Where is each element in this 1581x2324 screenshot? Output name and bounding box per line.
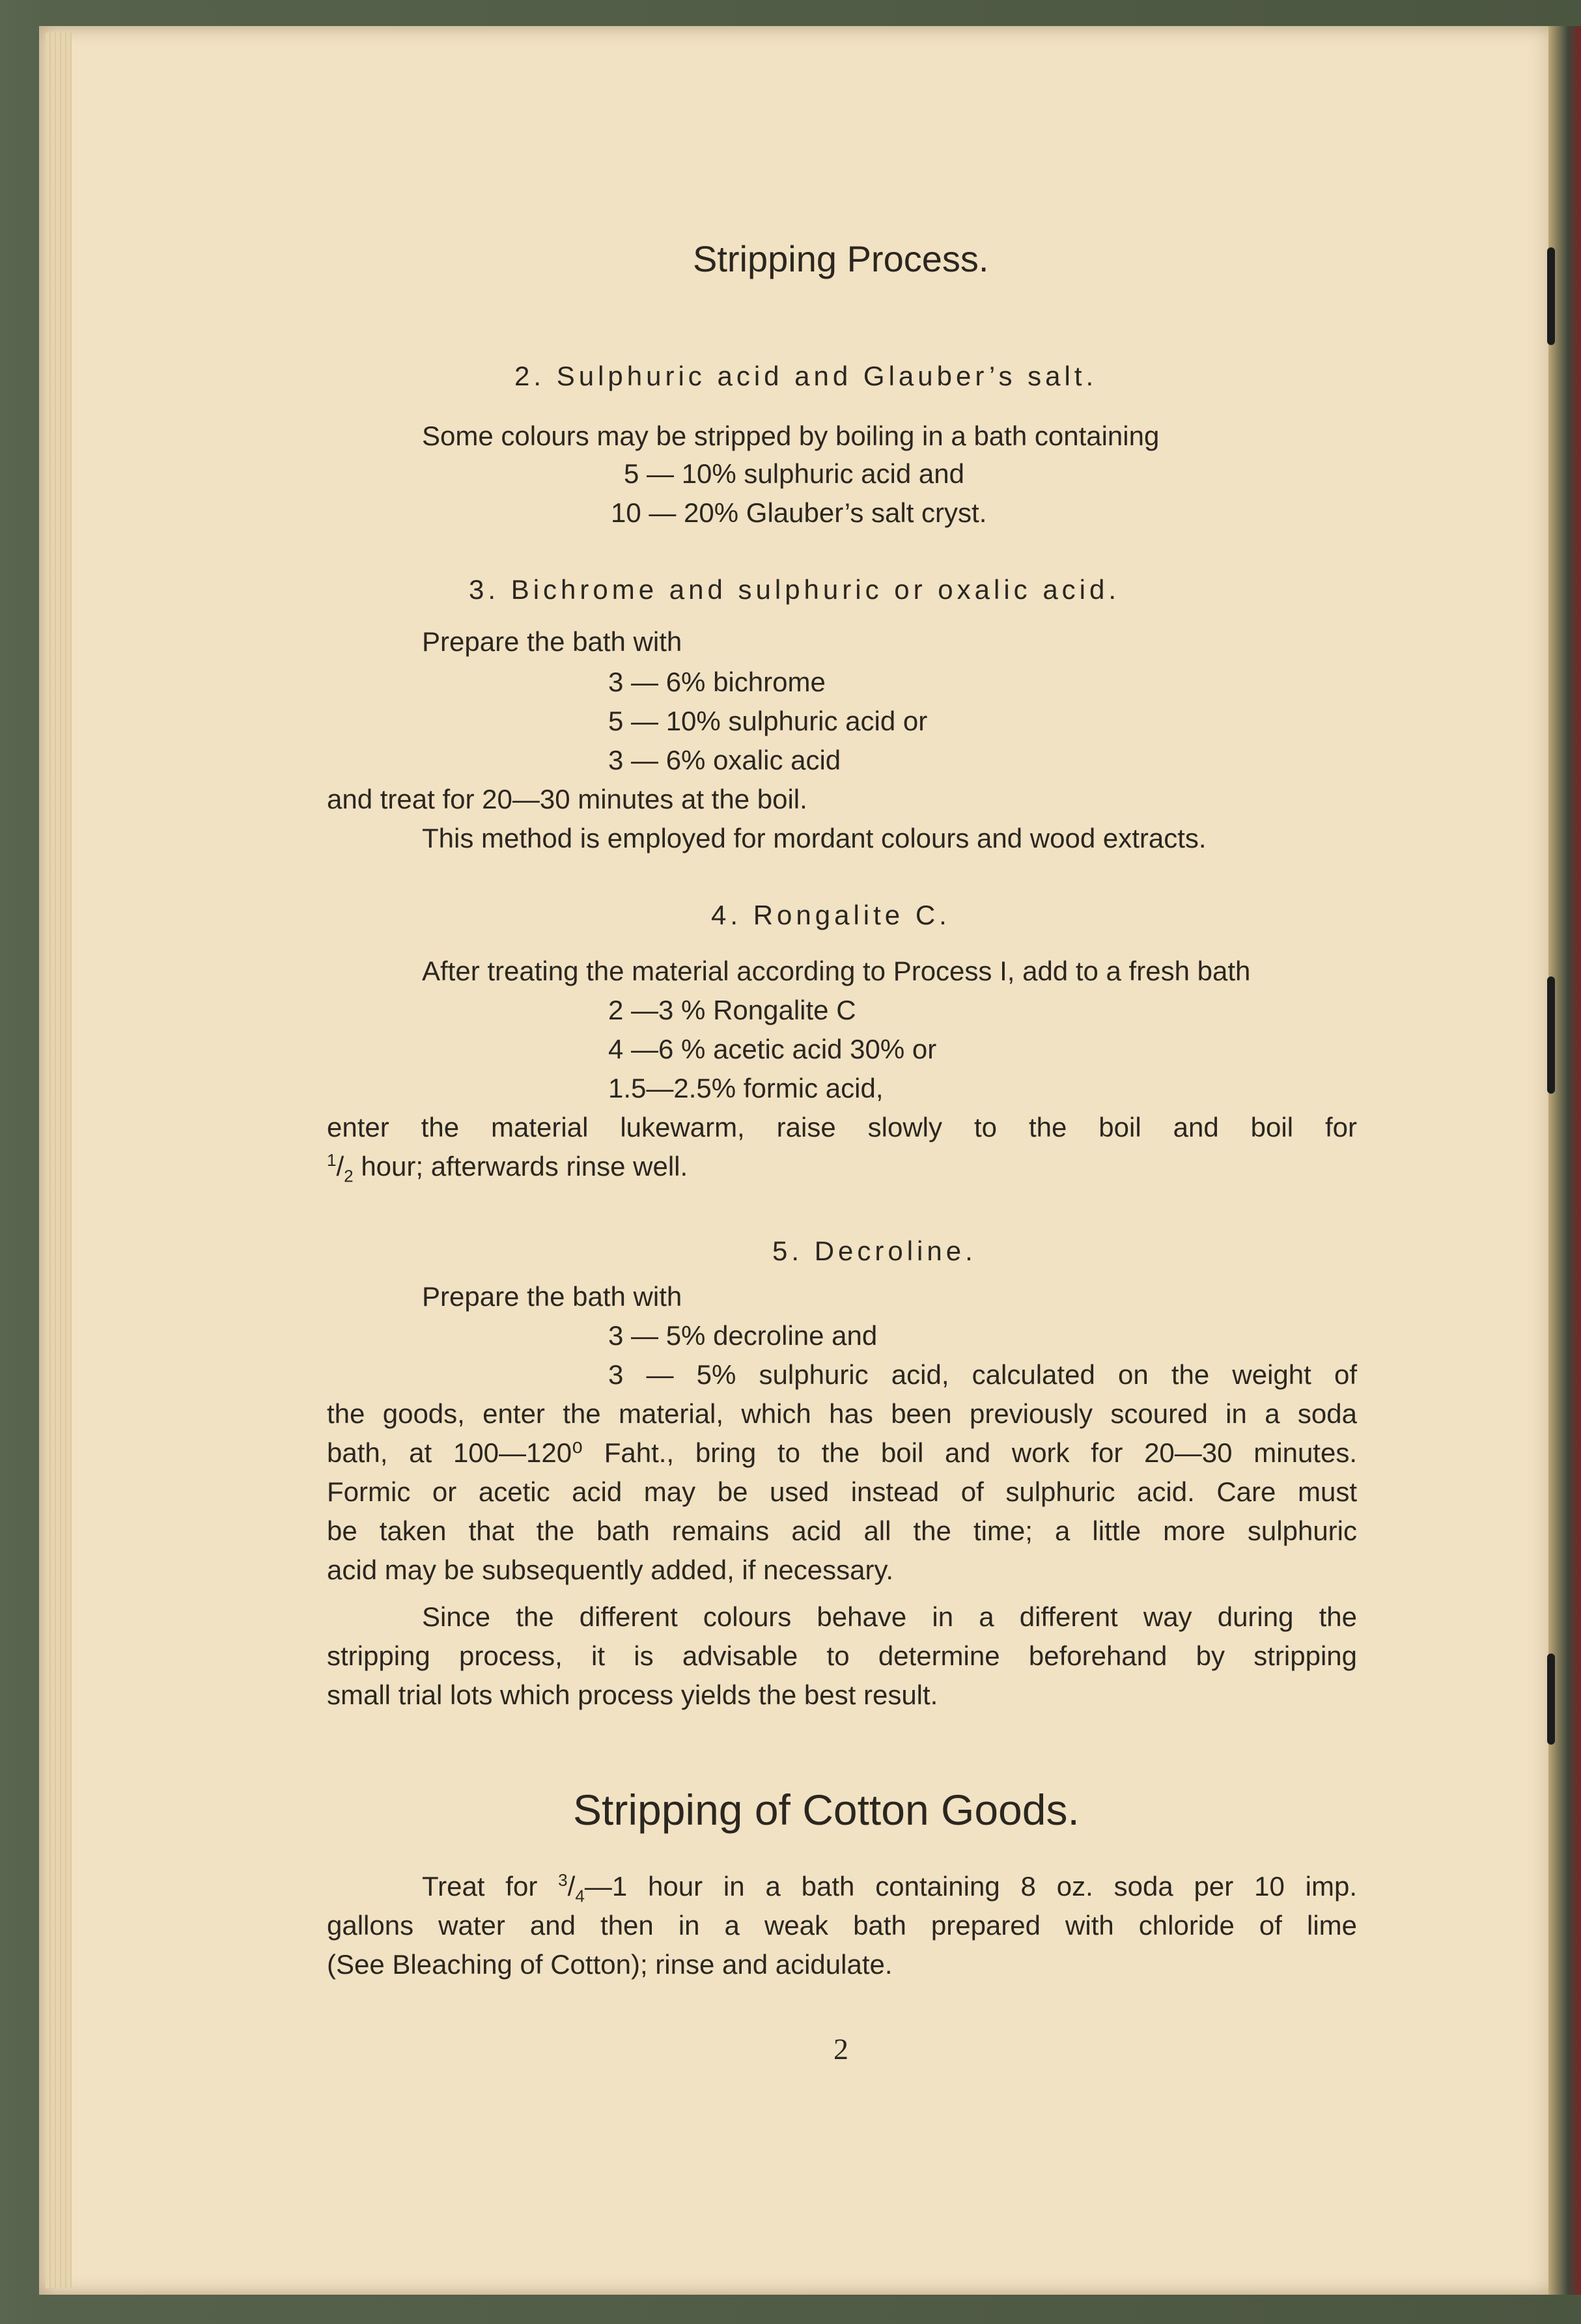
section-3-title: 3. Bichrome and sulphuric or oxalic acid. bbox=[469, 574, 1121, 605]
section-5-recipe-1: 3 — 5% decroline and bbox=[608, 1320, 878, 1351]
page-title: Stripping Process. bbox=[693, 238, 989, 279]
section-5-summary-line-1: Since the different colours behave in a different way during the bbox=[422, 1601, 1357, 1632]
section-2-recipe-2: 10 — 20% Glauber’s salt cryst. bbox=[611, 497, 987, 528]
section-4-title: 4. Rongalite C. bbox=[711, 900, 951, 930]
section-4-paragraph-line-2: $^1/_2$ hour; afterwards rinse well. bbox=[327, 1150, 688, 1186]
section-5-summary-line-3: small trial lots which process yields the best result. bbox=[327, 1680, 938, 1710]
section-4-recipe-3: 1.5—2.5% formic acid, bbox=[608, 1073, 884, 1103]
fraction-denominator: 2 bbox=[344, 1166, 354, 1186]
section-4-intro: After treating the material according to Process I, add to a fresh bath bbox=[422, 956, 1251, 986]
fraction-numerator: 1 bbox=[327, 1150, 337, 1170]
section-2-intro: Some colours may be stripped by boiling in a bath containing bbox=[422, 421, 1160, 451]
section-3-after: and treat for 20—30 minutes at the boil. bbox=[327, 784, 807, 814]
section-5-paragraph-line-3: Formic or acetic acid may be used instead of sulphuric acid. Care must bbox=[327, 1476, 1357, 1507]
section-5-paragraph-line-1: the goods, enter the material, which has been previously scoured in a soda bbox=[327, 1398, 1357, 1429]
cotton-paragraph-line-1 bbox=[422, 1870, 1357, 1906]
section-4-recipe-1: 2 —3 % Rongalite C bbox=[608, 995, 856, 1025]
cotton-paragraph-line-2: gallons water and then in a weak bath prepared with chloride of lime bbox=[327, 1910, 1357, 1941]
page-number: 2 bbox=[833, 2032, 848, 2066]
section-3-recipe-1: 3 — 6% bichrome bbox=[608, 667, 826, 697]
section-5-paragraph-line-5: acid may be subsequently added, if necessary. bbox=[327, 1555, 894, 1585]
section-5-recipe-2: 3 — 5% sulphuric acid, calculated on the weight of bbox=[608, 1359, 1357, 1390]
section-5-summary-line-2: stripping process, it is advisable to determine beforehand by stripping bbox=[327, 1640, 1357, 1671]
section-5-intro: Prepare the bath with bbox=[422, 1281, 682, 1312]
cotton-section-title: Stripping of Cotton Goods. bbox=[573, 1786, 1080, 1834]
cotton-paragraph-line-3: (See Bleaching of Cotton); rinse and acidulate. bbox=[327, 1949, 893, 1980]
section-3-recipe-3: 3 — 6% oxalic acid bbox=[608, 745, 841, 775]
section-2-recipe-1: 5 — 10% sulphuric acid and bbox=[624, 458, 964, 489]
section-5-paragraph-line-2: bath, at 100—120⁰ Faht., bring to the boil and work for 20—30 minutes. bbox=[327, 1437, 1357, 1468]
section-4-recipe-2: 4 —6 % acetic acid 30% or bbox=[608, 1034, 937, 1064]
section-3-note: This method is employed for mordant colours and wood extracts. bbox=[422, 823, 1207, 853]
section-3-recipe-2: 5 — 10% sulphuric acid or bbox=[608, 706, 928, 736]
cotton-line-1-pre: Treat for bbox=[422, 1871, 538, 1902]
section-5-paragraph-line-4: be taken that the bath remains acid all the time; a little more sulphuric bbox=[327, 1515, 1357, 1546]
fraction-numerator: 3 bbox=[558, 1870, 568, 1890]
section-3-intro: Prepare the bath with bbox=[422, 626, 682, 657]
section-4-paragraph-line-1: enter the material lukewarm, raise slowly to the boil and boil for bbox=[327, 1112, 1357, 1142]
section-4-paragraph-text: hour; afterwards rinse well. bbox=[361, 1151, 688, 1182]
section-2-title: 2. Sulphuric acid and Glauber’s salt. bbox=[514, 361, 1098, 391]
cotton-fraction: $^3/_4—1$ hour in a bath containing 8 oz. soda per 10 imp. bbox=[558, 1870, 1357, 1906]
fraction-denominator: 4 bbox=[575, 1886, 585, 1906]
cotton-line-1-post: —1 hour in a bath containing 8 oz. soda per 10 imp. bbox=[584, 1871, 1357, 1902]
section-5-title: 5. Decroline. bbox=[772, 1236, 977, 1266]
